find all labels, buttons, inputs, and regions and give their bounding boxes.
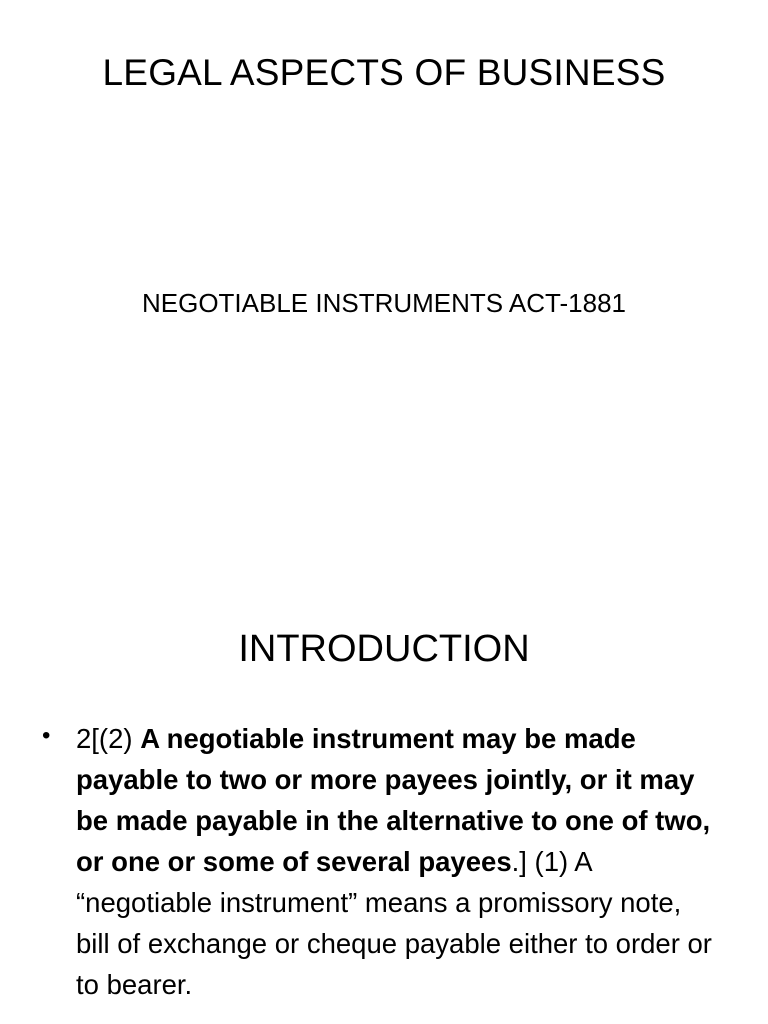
bullet-marker: • — [42, 722, 51, 749]
bullet-bold-text: A negotiable instrument may be made payable to two or more payees jointly, or it may be made payable in the alternative to one of two, or one or some of several payees — [76, 723, 711, 877]
slide-heading: INTRODUCTION — [238, 628, 530, 670]
presentation-title: LEGAL ASPECTS OF BUSINESS — [102, 52, 666, 93]
list-item — [40, 718, 720, 1005]
bullet-prefix: 2[(2) — [76, 723, 141, 754]
presentation-subtitle: NEGOTIABLE INSTRUMENTS ACT-1881 — [141, 288, 626, 318]
slide-introduction — [0, 576, 768, 1024]
bullet-rest-text: .] (1) A “negotiable instrument” means a promissory note, bill of exchange or cheque payable either to order or to bearer. — [76, 846, 712, 1000]
bullet-list — [40, 718, 720, 1005]
